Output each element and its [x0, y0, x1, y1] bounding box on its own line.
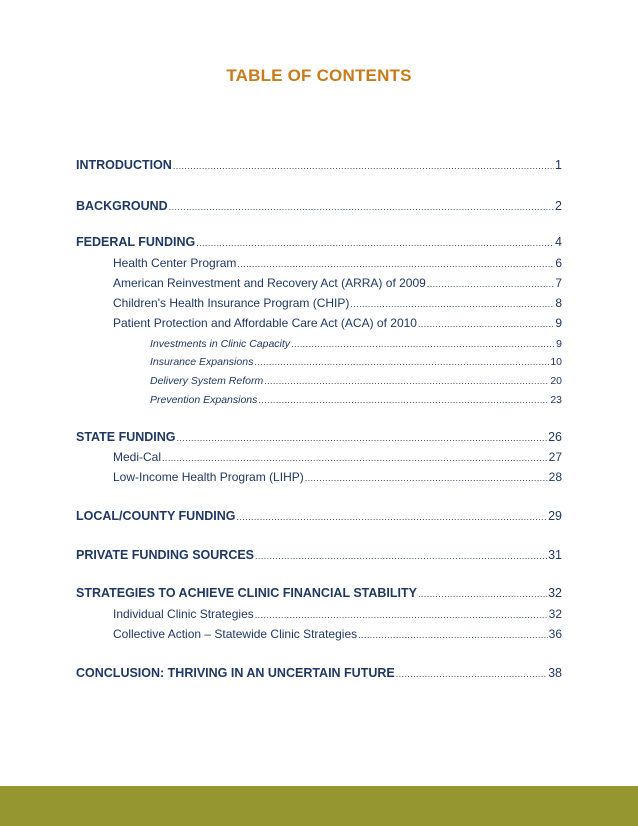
page-title: TABLE OF CONTENTS	[226, 66, 412, 85]
toc-entry-insurance-expansions[interactable]	[150, 356, 562, 368]
toc-entry-conclusion[interactable]	[76, 666, 562, 680]
toc-page-number: 4	[555, 235, 562, 249]
dot-leader	[350, 299, 554, 309]
dot-leader	[254, 357, 549, 367]
dot-leader	[255, 610, 548, 620]
toc-entry-lihp[interactable]	[113, 470, 562, 484]
toc-entry-federal-funding[interactable]	[76, 235, 562, 249]
toc-page-number: 32	[548, 607, 562, 621]
toc-entry-chip[interactable]	[113, 296, 562, 310]
toc-entry-collective-action[interactable]	[113, 627, 562, 641]
dot-leader	[177, 433, 548, 443]
toc-entry-label: Children's Health Insurance Program (CHIP)	[113, 296, 350, 310]
toc-entry-health-center-program[interactable]	[113, 256, 562, 270]
toc-entry-label: Collective Action – Statewide Clinic Strategies	[113, 627, 358, 641]
toc-page-number: 28	[548, 470, 562, 484]
toc-entry-medi-cal[interactable]	[113, 450, 562, 464]
toc-page-number: 38	[548, 666, 562, 680]
dot-leader	[418, 319, 554, 329]
toc-page-number: 31	[548, 548, 562, 562]
toc-page-number: 26	[548, 430, 562, 444]
toc-entry-local-county-funding[interactable]	[76, 509, 562, 523]
dot-leader	[162, 453, 548, 463]
toc-entry-label: STRATEGIES TO ACHIEVE CLINIC FINANCIAL STABILITY	[76, 586, 417, 600]
dot-leader	[196, 238, 554, 248]
toc-entry-arra[interactable]	[113, 276, 562, 290]
toc-entry-label: Delivery System Reform	[150, 375, 264, 387]
dot-leader	[358, 630, 548, 640]
toc-entry-strategies[interactable]	[76, 586, 562, 600]
toc-entry-prevention-expansions[interactable]	[150, 394, 562, 406]
toc-page-number: 6	[555, 256, 562, 270]
dot-leader	[291, 339, 555, 349]
footer-band	[0, 786, 638, 826]
toc-entry-label: Patient Protection and Affordable Care Act (ACA) of 2010	[113, 316, 417, 330]
dot-leader	[169, 202, 554, 212]
toc-entry-state-funding[interactable]	[76, 430, 562, 444]
toc-page-number: 8	[555, 296, 562, 310]
toc-entry-introduction[interactable]	[76, 158, 562, 172]
toc-entry-label: Insurance Expansions	[150, 356, 254, 368]
dot-leader	[258, 395, 549, 405]
toc-entry-label: Investments in Clinic Capacity	[150, 338, 291, 350]
toc-entry-label: Individual Clinic Strategies	[113, 607, 254, 621]
toc-entry-individual-clinic-strategies[interactable]	[113, 607, 562, 621]
toc-page-number: 10	[550, 356, 562, 368]
toc-entry-label: LOCAL/COUNTY FUNDING	[76, 509, 236, 523]
toc-page-number: 27	[548, 450, 562, 464]
toc-entry-clinic-capacity[interactable]	[150, 338, 562, 350]
toc-entry-label: INTRODUCTION	[76, 158, 172, 172]
dot-leader	[237, 512, 548, 522]
toc-page-number: 9	[556, 338, 562, 350]
dot-leader	[255, 551, 547, 561]
dot-leader	[173, 161, 554, 171]
dot-leader	[418, 589, 547, 599]
dot-leader	[264, 376, 549, 386]
toc-entry-private-funding-sources[interactable]	[76, 548, 562, 562]
dot-leader	[427, 279, 555, 289]
toc-page-number: 23	[550, 394, 562, 406]
toc-page-number: 32	[548, 586, 562, 600]
toc-entry-delivery-system-reform[interactable]	[150, 375, 562, 387]
dot-leader	[305, 473, 548, 483]
toc-page-number: 9	[555, 316, 562, 330]
toc-entry-label: Low-Income Health Program (LIHP)	[113, 470, 304, 484]
toc-entry-label: Medi-Cal	[113, 450, 162, 464]
toc-entry-label: Prevention Expansions	[150, 394, 258, 406]
dot-leader	[396, 669, 547, 679]
toc-entry-label: CONCLUSION: THRIVING IN AN UNCERTAIN FUTURE	[76, 666, 395, 680]
toc-page-number: 7	[555, 276, 562, 290]
toc-entry-label: STATE FUNDING	[76, 430, 176, 444]
toc-entry-label: FEDERAL FUNDING	[76, 235, 196, 249]
toc-entry-label: Health Center Program	[113, 256, 237, 270]
toc-entry-label: BACKGROUND	[76, 199, 168, 213]
toc-page-number: 2	[555, 199, 562, 213]
toc-page-number: 20	[550, 375, 562, 387]
toc-page-number: 1	[555, 158, 562, 172]
toc-entry-label: PRIVATE FUNDING SOURCES	[76, 548, 255, 562]
toc-entry-label: American Reinvestment and Recovery Act (ARRA) of 2009	[113, 276, 426, 290]
toc-page-number: 36	[548, 627, 562, 641]
dot-leader	[237, 259, 554, 269]
toc-entry-aca[interactable]	[113, 316, 562, 330]
toc-entry-background[interactable]	[76, 199, 562, 213]
toc-page-number: 29	[548, 509, 562, 523]
